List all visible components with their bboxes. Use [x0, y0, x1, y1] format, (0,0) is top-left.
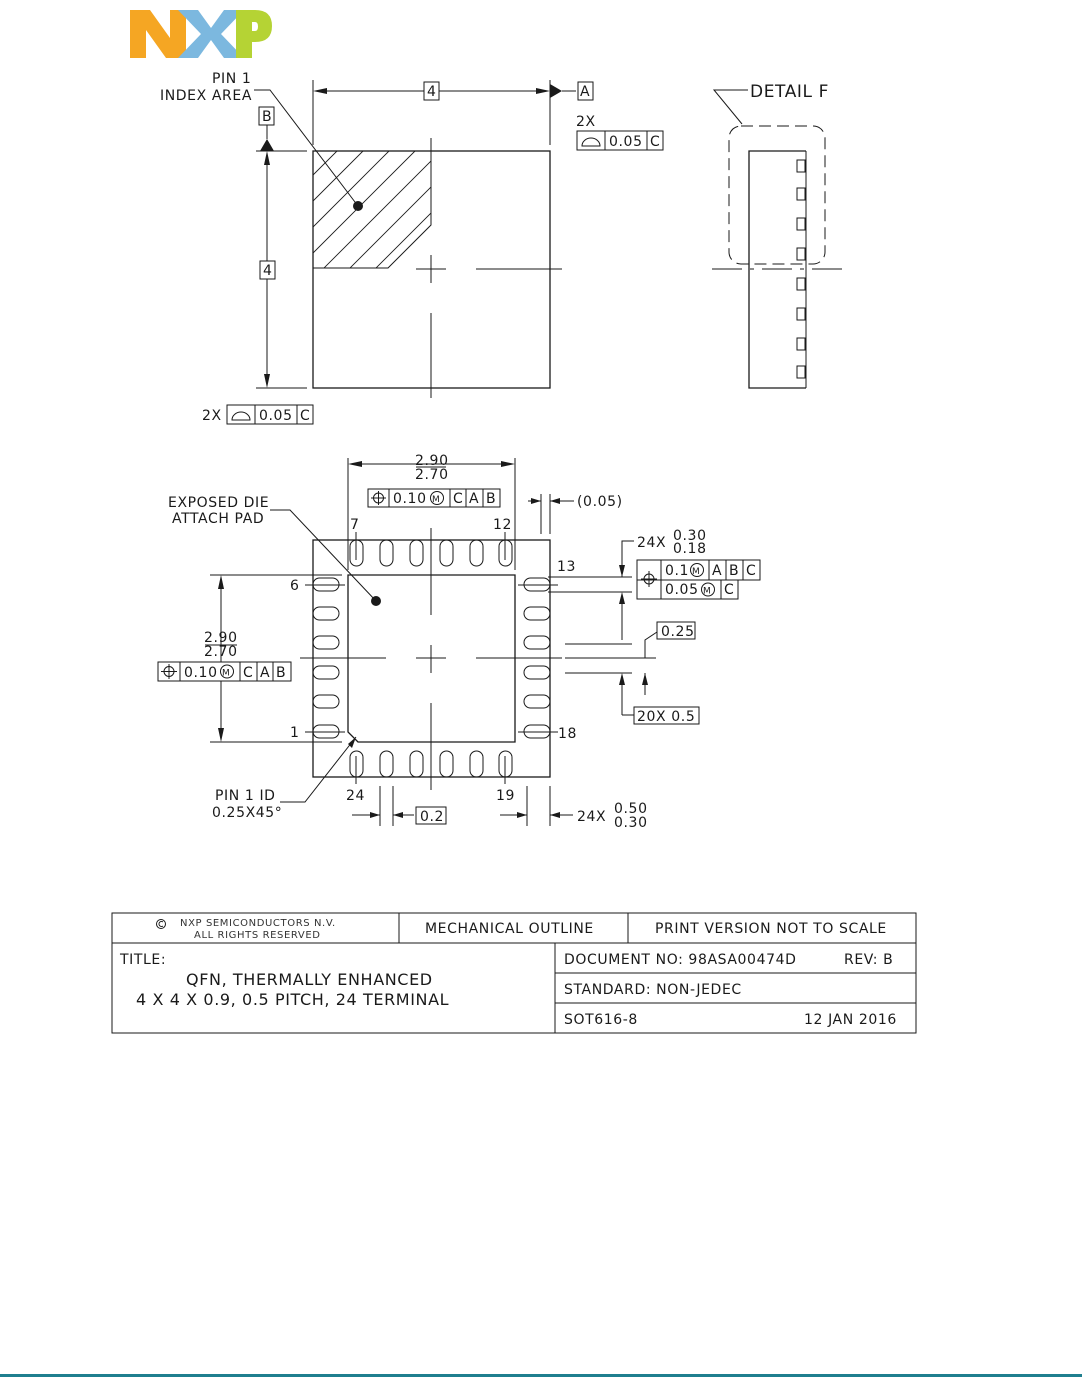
- pad-height-max: 2.90: [204, 630, 238, 646]
- copyright-line2: ALL RIGHTS RESERVED: [194, 930, 321, 941]
- lead-pos2-datum-c: C: [724, 582, 735, 598]
- pin1-id-line1: PIN 1 ID: [215, 788, 276, 804]
- copyright-line1: NXP SEMICONDUCTORS N.V.: [180, 918, 336, 929]
- profile-top-count: 2X: [576, 114, 596, 130]
- side-lead: [797, 160, 805, 172]
- lead-width-min: 0.18: [673, 541, 707, 557]
- lead-pos1-value: 0.1: [665, 563, 690, 579]
- lead-length-max: 0.50: [614, 801, 648, 817]
- revision: REV: B: [844, 952, 894, 968]
- top-view: [160, 71, 663, 424]
- pos-left-datum-a: A: [260, 665, 271, 681]
- mechanical-outline-label: MECHANICAL OUTLINE: [425, 921, 594, 937]
- side-lead: [797, 248, 805, 260]
- pin-19-label: 19: [496, 788, 516, 804]
- title-line2: 4 X 4 X 0.9, 0.5 PITCH, 24 TERMINAL: [136, 990, 450, 1009]
- profile-left-value: 0.05: [259, 408, 293, 424]
- lead-width-max: 0.30: [673, 528, 707, 544]
- corner-value: 0.25: [661, 624, 695, 640]
- pin-1-label: 1: [290, 725, 300, 741]
- lead-gap: 0.2: [420, 809, 445, 825]
- svg-text:M: M: [692, 567, 701, 577]
- side-lead: [797, 218, 805, 230]
- detail-f-callout: [729, 126, 825, 264]
- pin-6-label: 6: [290, 578, 300, 594]
- pad-height-min: 2.70: [204, 644, 238, 660]
- footer-rule: [0, 1374, 1082, 1377]
- side-view: [712, 82, 846, 388]
- document-number: DOCUMENT NO: 98ASA00474D: [564, 952, 797, 968]
- side-lead: [797, 338, 805, 350]
- pin1-label-line1: PIN 1: [212, 71, 252, 87]
- pin1-label-line2: INDEX AREA: [160, 88, 252, 104]
- scale-note: PRINT VERSION NOT TO SCALE: [655, 921, 887, 937]
- document-date: 12 JAN 2016: [804, 1012, 897, 1028]
- profile-left-datum: C: [300, 408, 311, 424]
- bottom-view: [158, 453, 760, 831]
- pin-12-label: 12: [493, 517, 513, 533]
- pad-label-line1: EXPOSED DIE: [168, 495, 270, 511]
- pos-left-datum-b: B: [276, 665, 287, 681]
- pos-left-datum-c: C: [243, 665, 254, 681]
- pin-7-label: 7: [350, 517, 360, 533]
- pin1-id-line2: 0.25X45°: [212, 805, 283, 821]
- side-lead: [797, 278, 805, 290]
- title-line1: QFN, THERMALLY ENHANCED: [186, 970, 433, 989]
- pin1-index-area-hatch: [313, 151, 519, 357]
- pos-top-datum-c: C: [453, 491, 464, 507]
- pitch-value: 20X 0.5: [637, 709, 696, 725]
- sot-code: SOT616-8: [564, 1012, 638, 1028]
- title-block: [112, 913, 916, 1033]
- svg-text:M: M: [703, 586, 712, 597]
- lead-length-min: 0.30: [614, 815, 648, 831]
- datum-b-label: B: [262, 109, 273, 125]
- copyright-icon: [157, 920, 166, 929]
- pad-width-max: 2.90: [415, 453, 449, 469]
- nxp-logo: [130, 10, 272, 58]
- pos-left-value: 0.10: [184, 665, 218, 681]
- datum-b-triangle: [260, 139, 274, 151]
- lead-width-count: 24X: [637, 535, 667, 551]
- standard: STANDARD: NON-JEDEC: [564, 982, 742, 998]
- svg-text:M: M: [432, 495, 441, 505]
- side-lead: [797, 308, 805, 320]
- dim-height: 4: [263, 263, 273, 279]
- pos-top-value: 0.10: [393, 491, 427, 507]
- dim-width: 4: [427, 84, 437, 100]
- pin-13-label: 13: [557, 559, 577, 575]
- profile-top-datum: C: [650, 134, 661, 150]
- profile-left-count: 2X: [202, 408, 222, 424]
- profile-top-value: 0.05: [609, 134, 643, 150]
- edge-gap: (0.05): [577, 494, 623, 510]
- pos-top-datum-a: A: [469, 491, 480, 507]
- lead-pos2-value: 0.05: [665, 582, 699, 598]
- detail-f-label: DETAIL F: [750, 82, 829, 102]
- pad-label-line2: ATTACH PAD: [172, 511, 265, 527]
- pin-18-label: 18: [558, 726, 578, 742]
- lead-pos1-datum-a: A: [712, 563, 723, 579]
- side-lead: [797, 366, 805, 378]
- pad-width-min: 2.70: [415, 467, 449, 483]
- lead-pos1-datum-c: C: [746, 563, 757, 579]
- datum-a-triangle: [550, 84, 562, 98]
- side-lead: [797, 188, 805, 200]
- svg-text:M: M: [222, 668, 231, 679]
- datum-a-label: A: [580, 84, 591, 100]
- pos-top-datum-b: B: [486, 491, 497, 507]
- lead-length-count: 24X: [577, 809, 607, 825]
- lead-pos1-datum-b: B: [729, 563, 740, 579]
- title-label: TITLE:: [120, 952, 167, 968]
- pin-24-label: 24: [346, 788, 366, 804]
